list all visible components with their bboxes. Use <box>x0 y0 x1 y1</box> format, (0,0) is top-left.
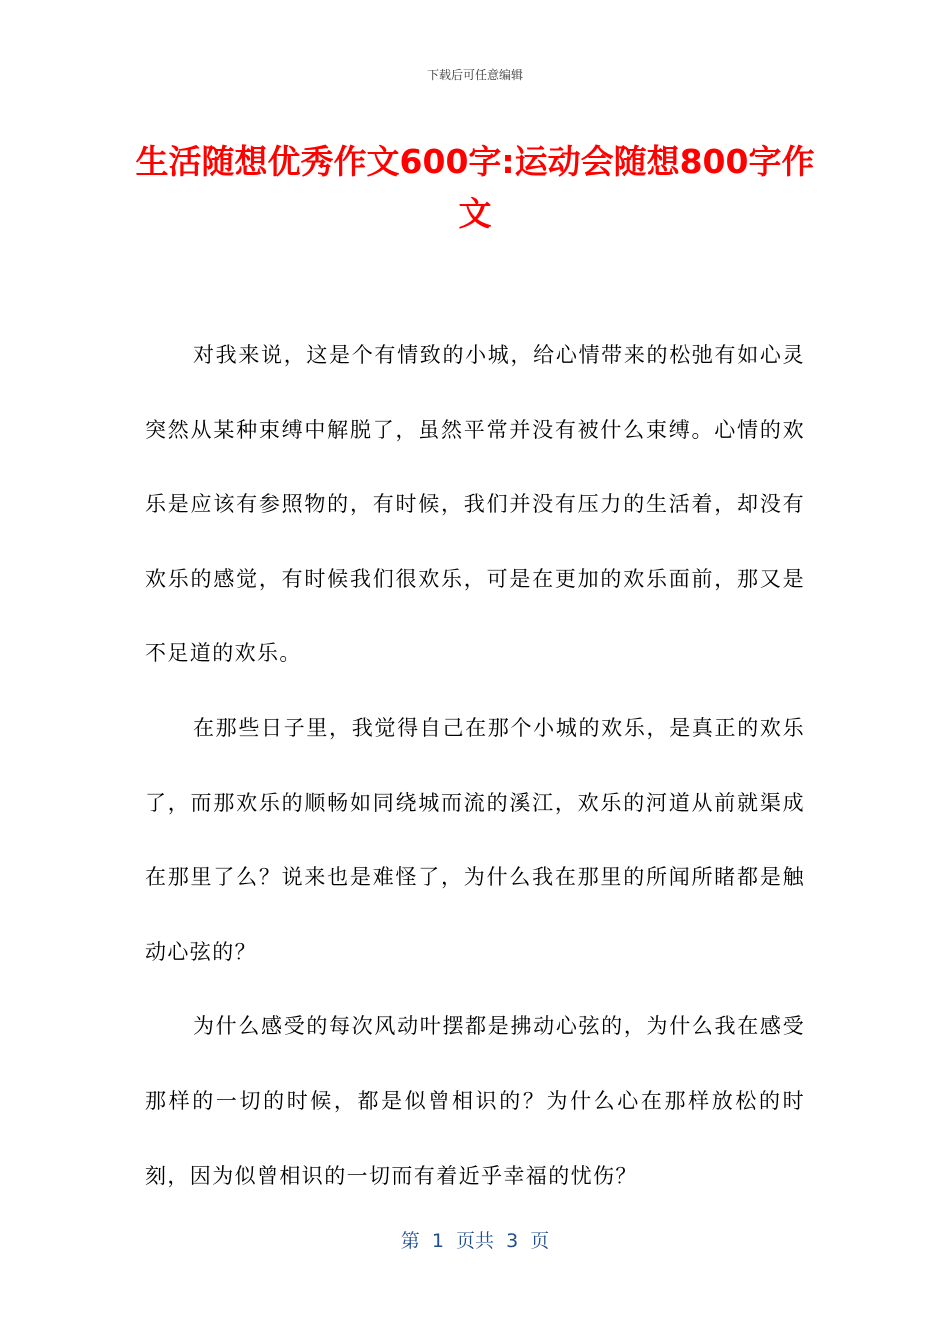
document-body <box>145 318 805 1213</box>
paragraph-2: 在那些日子里，我觉得自己在那个小城的欢乐，是真正的欢乐了，而那欢乐的顺畅如同绕城而流的溪江，欢乐的河道从前就渠成在那里了么？说来也是难怪了，为什么我在那里的所闻所睹都是触动心弦的？ <box>145 715 805 964</box>
paragraph-3: 为什么感受的每次风动叶摆都是拂动心弦的，为什么我在感受那样的一切的时候，都是似曾相识的？为什么心在那样放松的时刻，因为似曾相识的一切而有着近乎幸福的忧伤？ <box>145 1014 805 1188</box>
document-title: 生活随想优秀作文600字:运动会随想800字作文 <box>135 142 815 233</box>
paragraph-1: 对我来说，这是个有情致的小城，给心情带来的松弛有如心灵突然从某种束缚中解脱了，虽然平常并没有被什么束缚。心情的欢乐是应该有参照物的，有时候，我们并没有压力的生活着，却没有欢乐的感觉，有时候我们很欢乐，可是在更加的欢乐面前，那又是不足道的欢乐。 <box>145 343 805 666</box>
page-header: 下载后可任意编辑 <box>426 68 523 82</box>
page-footer: 第 1 页共 3 页 <box>400 1230 550 1252</box>
